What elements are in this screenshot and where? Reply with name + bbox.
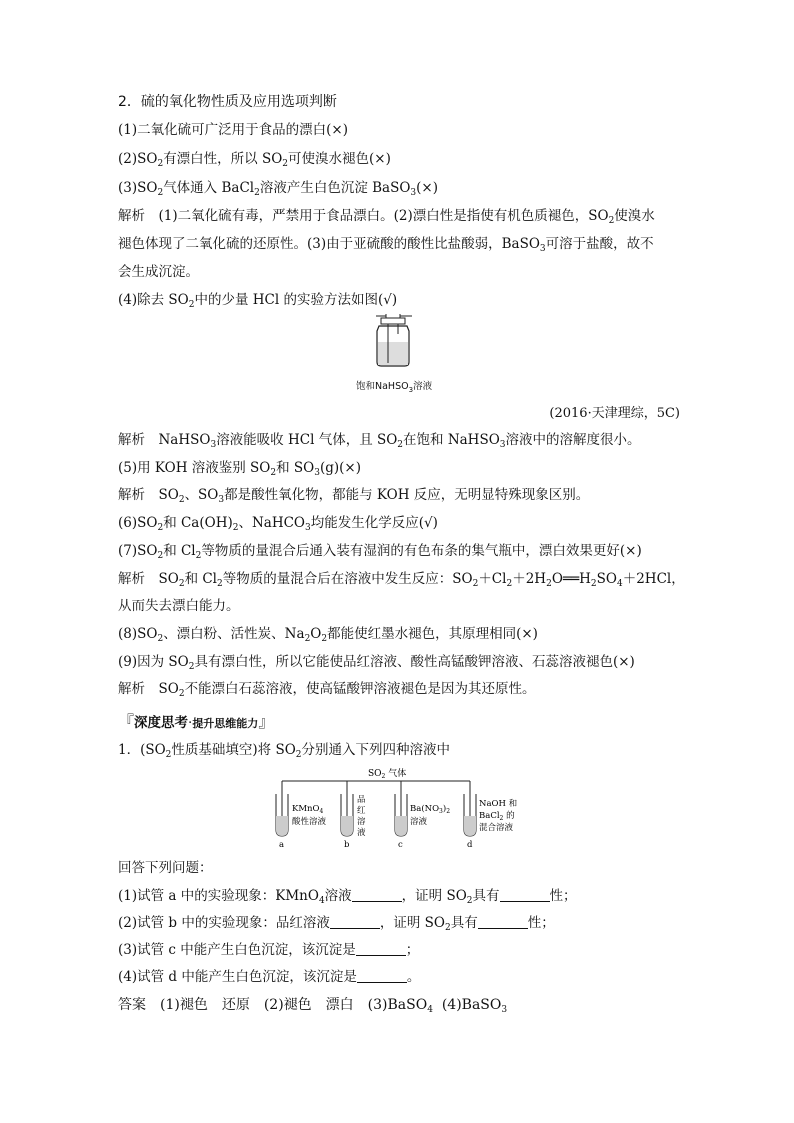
tube-b-tag: b <box>344 840 350 850</box>
question-line-4: (4)试管 d 中能产生白色沉淀，该沉淀是 。 <box>118 969 421 985</box>
deep-thinking-label: 『深度思考·提升思维能力』 <box>118 712 275 731</box>
item-8: $(8)SO_2$、漂白粉、活性炭、$Na_2O_2$都能使红墨水褪色，其原理相同(×) <box>118 626 538 644</box>
tube-c-label-2: 溶液 <box>410 817 428 827</box>
tube-a-tag: a <box>279 840 285 850</box>
question-prompt: 回答下列问题： <box>118 860 213 876</box>
blank-3[interactable] <box>330 914 380 929</box>
section-heading: 2．硫的氧化物性质及应用选项判断 <box>118 94 337 110</box>
item-2: $(2)SO_2$有漂白性，所以 $SO_2$可使溴水褪色(×) <box>118 151 391 169</box>
question-line-1: (1)试管 a 中的实验现象：KMnO$_4$溶液 ，证明 $SO_2$具有 性； <box>118 888 577 906</box>
item-9: (9)因为 $SO_2$具有漂白性，所以它能使品红溶液、酸性高锰酸钾溶液、石蕊溶液褪色(×) <box>118 654 635 672</box>
tube-b-label-3: 溶 <box>357 817 366 827</box>
tube-c-label-1: $Ba(NO_3)_2$ <box>410 804 451 815</box>
tube-b-label-2: 红 <box>357 806 366 816</box>
tube-b-label-1: 品 <box>357 795 366 805</box>
tube-d-label-1: NaOH 和 <box>479 799 518 809</box>
question-1-stem: 1．($SO_2$性质基础填空)将 $SO_2$分别通入下列四种溶液中 <box>118 742 451 760</box>
item-6: $(6)SO_2$和 $Ca(OH)_2$、NaHCO$_3$均能发生化学反应(√) <box>118 515 438 533</box>
analysis-7-line1: 解析 $SO_2$和 $Cl_2$等物质的量混合后在溶液中发生反应：$SO_2+Cl_2+2H_2O══H_2SO_4+2HCl$， <box>118 571 685 589</box>
question-line-2: (2)试管 b 中的实验现象：品红溶液 ，证明 $SO_2$具有 性； <box>118 915 555 933</box>
figure-1-caption: 饱和NaHSO$_3$溶液 <box>356 381 433 394</box>
analysis-5: 解析 $SO_2$、$SO_3$都是酸性氧化物，都能与 KOH 反应，无明显特殊现象区别。 <box>118 487 590 505</box>
item-7: $(7)SO_2$和 $Cl_2$等物质的量混合后通入装有湿润的有色布条的集气瓶中，漂白效果更好(×) <box>118 543 642 561</box>
item-1: (1)二氧化硫可广泛用于食品的漂白(×) <box>118 122 348 138</box>
analysis-7-line2: 从而失去漂白能力。 <box>118 598 240 614</box>
answer-line: 答案 (1)褪色 还原 (2)褪色 漂白 (3)BaSO$_4$ (4)BaSO$_3$ <box>118 997 508 1015</box>
item-4: (4)除去 $SO_2$中的少量 HCl 的实验方法如图(√) <box>118 292 398 310</box>
blank-5[interactable] <box>356 941 406 956</box>
fig-gas-label: $SO_2$ 气体 <box>368 769 407 780</box>
blank-4[interactable] <box>478 914 528 929</box>
tube-c-tag: c <box>398 840 403 850</box>
tube-d-label-2: BaCl$_2$ 的 <box>479 811 515 822</box>
tube-a-label-1: KMnO$_4$ <box>292 804 324 815</box>
tube-d-label-3: 混合溶液 <box>479 823 514 833</box>
tube-a-label-2: 酸性溶液 <box>292 817 327 827</box>
analysis-1-line1: 解析 (1)二氧化硫有毒，严禁用于食品漂白。(2)漂白性是指使有机色质褪色，$SO_2$使溴水 <box>118 208 655 226</box>
analysis-1-line2: 褪色体现了二氧化硫的还原性。(3)由于亚硫酸的酸性比盐酸弱，BaSO$_3$可溶于盐酸，故不 <box>118 236 654 254</box>
blank-1[interactable] <box>352 887 402 902</box>
test-tubes-figure <box>268 766 530 850</box>
analysis-9: 解析 $SO_2$不能漂白石蕊溶液，使高锰酸钾溶液褪色是因为其还原性。 <box>118 681 536 699</box>
blank-2[interactable] <box>500 887 550 902</box>
tube-d-tag: d <box>467 840 473 850</box>
tube-b-label-4: 液 <box>357 828 366 838</box>
blank-6[interactable] <box>357 968 407 983</box>
gas-washing-bottle-figure <box>350 314 450 376</box>
analysis-4: 解析 NaHSO$_3$溶液能吸收 HCl 气体，且 $SO_2$在饱和 NaHSO$_3$溶液中的溶解度很小。 <box>118 432 641 450</box>
source-citation: (2016·天津理综，5C) <box>549 406 680 421</box>
item-5: (5)用 KOH 溶液鉴别 $SO_2$和 $SO_3(g)(\times)$ <box>118 460 361 478</box>
analysis-1-line3: 会生成沉淀。 <box>118 264 199 280</box>
question-line-3: (3)试管 c 中能产生白色沉淀，该沉淀是 ； <box>118 942 420 958</box>
item-3: $(3)SO_2$气体通入 BaCl$_2$溶液产生白色沉淀 BaSO$_3$(×) <box>118 180 439 198</box>
